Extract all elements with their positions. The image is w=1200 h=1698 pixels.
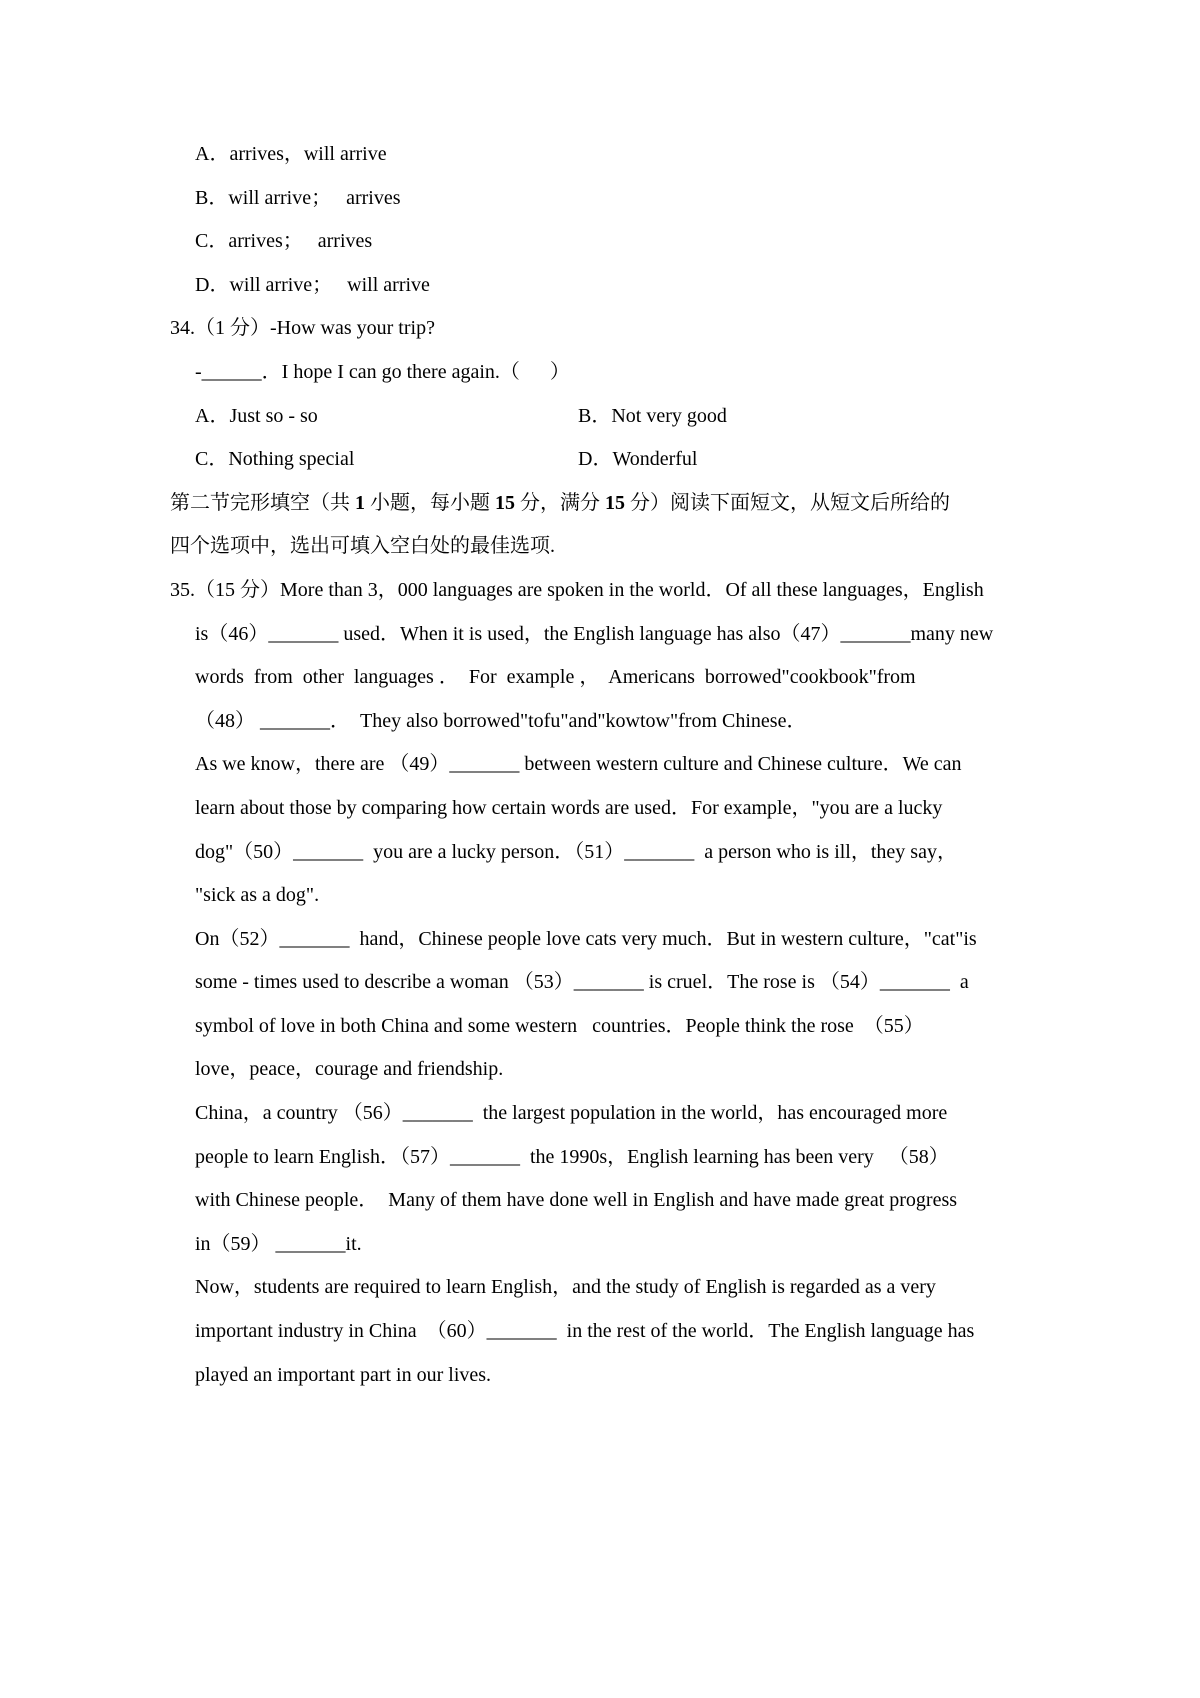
q35-paragraph-1-line: （48） _______． They also borrowed"tofu"and"kowtow"from Chinese． [195,709,807,732]
q35-paragraph-4-line: with Chinese people． Many of them have done well in English and have made great progress [195,1189,958,1212]
q35-paragraph-4-line: people to learn English．（57）_______ the 1990s，English learning has been very （58） [195,1145,949,1168]
q34-option-c: C．Nothing special [195,448,355,471]
document-page [170,133,994,1397]
q35-paragraph-5-line: played an important part in our lives. [195,1363,492,1386]
q34-stem-line-1: 34.（1 分）-How was your trip? [170,317,435,340]
q34-option-a: A．Just so - so [195,404,318,427]
q35-paragraph-1-line: is（46）_______ used．When it is used，the English language has also（47）_______many new [195,622,994,645]
q35-paragraph-2-line: As we know，there are （49）_______ between western culture and Chinese culture．We can [195,753,962,776]
q35-paragraph-2-line: learn about those by comparing how certain words are used．For example，"you are a lucky [195,796,943,819]
q33-option-b: B．will arrive； arrives [195,186,401,209]
section-heading-line-2: 四个选项中，选出可填入空白处的最佳选项. [170,535,555,558]
q35-paragraph-4-line: China，a country （56）_______ the largest population in the world，has encouraged more [195,1102,948,1125]
q33-option-c: C．arrives； arrives [195,230,373,253]
q35-paragraph-1-line: words from other languages ． For example ， Americans borrowed"cookbook"from [195,666,916,689]
q33-option-a: A．arrives，will arrive [195,143,387,165]
q34-option-d: D．Wonderful [578,448,698,471]
q35-paragraph-3-line: On（52）_______ hand，Chinese people love cats very much．But in western culture，"cat"is [195,927,977,950]
q35-paragraph-1-line: 35.（15 分）More than 3，000 languages are spoken in the world．Of all these languages，English [170,578,984,601]
q35-paragraph-3-line: love，peace，courage and friendship. [195,1058,504,1081]
q33-option-d: D．will arrive； will arrive [195,273,430,296]
section-heading-line-1: 第二节完形填空（共 1 小题，每小题 15 分，满分 15 分）阅读下面短文，从短文后所给的 [170,491,950,514]
q34-options-row-1 [170,395,960,439]
q35-paragraph-2-line: dog"（50）_______ you are a lucky person．（51）_______ a person who is ill，they say， [195,840,957,863]
q34-options-row-2 [170,438,960,482]
q35-paragraph-3-line: symbol of love in both China and some western countries．People think the rose （55） [195,1014,924,1037]
q35-paragraph-5-line: Now，students are required to learn English，and the study of English is regarded as a very [195,1276,936,1299]
q34-option-b: B．Not very good [578,404,727,427]
q35-paragraph-2-line: "sick as a dog". [195,884,320,907]
q34-stem-line-2: -______．I hope I can go there again.（ ） [195,360,570,383]
q35-paragraph-5-line: important industry in China （60）_______ in the rest of the world．The English language has [195,1320,975,1343]
q35-paragraph-4-line: in（59） _______it. [195,1232,362,1255]
q35-paragraph-3-line: some - times used to describe a woman （53）_______ is cruel．The rose is （54）_______ a [195,971,969,994]
